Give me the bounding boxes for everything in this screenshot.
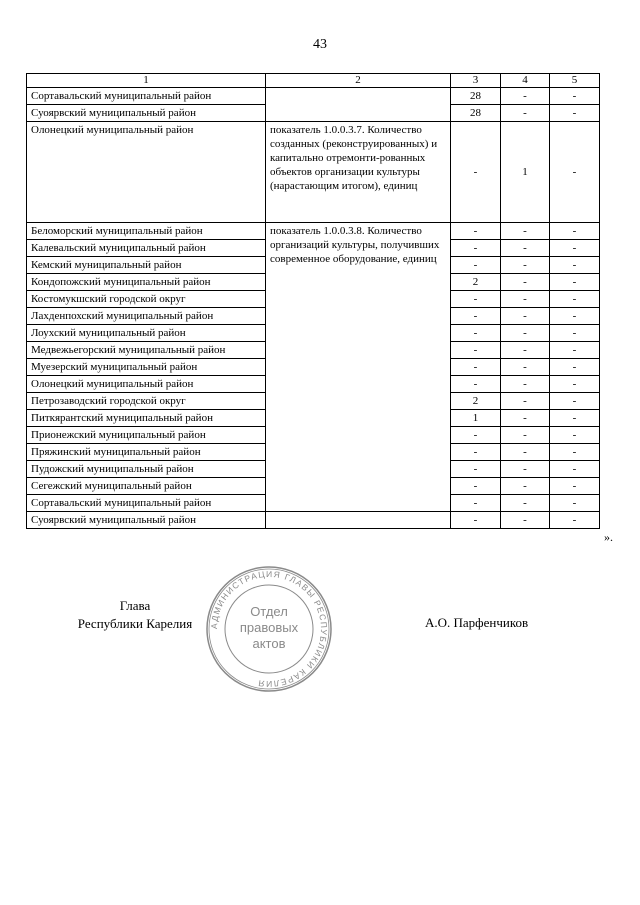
value-col-5: - (550, 257, 600, 274)
value-col-4: - (501, 461, 550, 478)
district-name: Костомукшский городской округ (27, 291, 266, 308)
value-col-5: - (550, 376, 600, 393)
district-name: Пряжинский муниципальный район (27, 444, 266, 461)
value-col-4: - (501, 105, 550, 122)
svg-text:Отдел: Отдел (250, 604, 288, 619)
value-col-3: 28 (451, 88, 501, 105)
table-header-row (27, 74, 600, 88)
district-name: Калевальский муниципальный район (27, 240, 266, 257)
value-col-3: - (451, 495, 501, 512)
header-col-5: 5 (550, 74, 600, 88)
value-col-3: 28 (451, 105, 501, 122)
data-table (26, 73, 600, 529)
svg-text:АДМИНИСТРАЦИЯ ГЛАВЫ РЕСПУБЛИКИ: АДМИНИСТРАЦИЯ ГЛАВЫ РЕСПУБЛИКИ КАРЕЛИЯ (208, 568, 330, 690)
value-col-5: - (550, 308, 600, 325)
value-col-5: - (550, 223, 600, 240)
district-name: Прионежский муниципальный район (27, 427, 266, 444)
official-stamp (204, 564, 334, 694)
value-col-5: - (550, 291, 600, 308)
value-col-4: - (501, 427, 550, 444)
district-name: Лахденпохский муниципальный район (27, 308, 266, 325)
value-col-4: - (501, 410, 550, 427)
header-col-1: 1 (27, 74, 266, 88)
header-col-4: 4 (501, 74, 550, 88)
value-col-3: - (451, 308, 501, 325)
indicator-cell-empty (266, 512, 451, 529)
value-col-4: - (501, 308, 550, 325)
value-col-5: - (550, 427, 600, 444)
value-col-5: - (550, 274, 600, 291)
value-col-3: 2 (451, 274, 501, 291)
signature-title (60, 597, 210, 633)
value-col-4: 1 (501, 122, 550, 223)
value-col-4: - (501, 393, 550, 410)
value-col-3: - (451, 359, 501, 376)
value-col-3: 1 (451, 410, 501, 427)
value-col-5: - (550, 88, 600, 105)
value-col-4: - (501, 478, 550, 495)
value-col-3: - (451, 291, 501, 308)
signer-name: А.О. Парфенчиков (425, 615, 529, 630)
district-name: Суоярвский муниципальный район (27, 105, 266, 122)
closing-quote: ». (604, 530, 613, 544)
district-name: Сортавальский муниципальный район (27, 88, 266, 105)
value-col-5: - (550, 105, 600, 122)
value-col-5: - (550, 461, 600, 478)
district-name: Лоухский муниципальный район (27, 325, 266, 342)
value-col-4: - (501, 359, 550, 376)
value-col-5: - (550, 512, 600, 529)
indicator-text: показатель 1.0.0.3.7. Количество созданных (реконструированных) и капитально отремонти-рованных объектов организации культуры (нарастающим итогом), единиц (266, 122, 451, 223)
value-col-4: - (501, 444, 550, 461)
value-col-5: - (550, 342, 600, 359)
svg-text:правовых: правовых (239, 620, 299, 635)
svg-text:актов: актов (252, 636, 286, 651)
value-col-5: - (550, 410, 600, 427)
value-col-5: - (550, 325, 600, 342)
page-number: 43 (313, 37, 327, 52)
district-name: Кемский муниципальный район (27, 257, 266, 274)
value-col-4: - (501, 223, 550, 240)
value-col-3: - (451, 444, 501, 461)
value-col-3: 2 (451, 393, 501, 410)
signature-title-line1: Глава (119, 598, 151, 613)
table-row (27, 122, 600, 223)
value-col-5: - (550, 444, 600, 461)
district-name: Беломорский муниципальный район (27, 223, 266, 240)
value-col-3: - (451, 342, 501, 359)
district-name: Медвежьегорский муниципальный район (27, 342, 266, 359)
indicator-text: показатель 1.0.0.3.8. Количество организаций культуры, получивших современное оборудование, единиц (266, 223, 451, 512)
district-name: Олонецкий муниципальный район (27, 376, 266, 393)
table-row (27, 88, 600, 105)
value-col-3: - (451, 240, 501, 257)
value-col-5: - (550, 393, 600, 410)
district-name: Кондопожский муниципальный район (27, 274, 266, 291)
header-col-2: 2 (266, 74, 451, 88)
value-col-4: - (501, 257, 550, 274)
value-col-4: - (501, 376, 550, 393)
value-col-4: - (501, 291, 550, 308)
table-row (27, 223, 600, 240)
value-col-5: - (550, 240, 600, 257)
value-col-5: - (550, 122, 600, 223)
value-col-3: - (451, 376, 501, 393)
value-col-4: - (501, 240, 550, 257)
value-col-4: - (501, 495, 550, 512)
value-col-4: - (501, 512, 550, 529)
value-col-5: - (550, 495, 600, 512)
signature-title-line2: Республики Карелия (77, 616, 193, 631)
stamp-graphic (204, 564, 334, 694)
value-col-3: - (451, 223, 501, 240)
district-name: Пудожский муниципальный район (27, 461, 266, 478)
value-col-3: - (451, 427, 501, 444)
district-name: Петрозаводский городской округ (27, 393, 266, 410)
value-col-3: - (451, 512, 501, 529)
district-name: Сегежский муниципальный район (27, 478, 266, 495)
district-name: Сортавальский муниципальный район (27, 495, 266, 512)
value-col-3: - (451, 325, 501, 342)
value-col-3: - (451, 257, 501, 274)
table-row (27, 512, 600, 529)
value-col-4: - (501, 342, 550, 359)
value-col-5: - (550, 359, 600, 376)
district-name: Олонецкий муниципальный район (27, 122, 266, 223)
value-col-4: - (501, 325, 550, 342)
value-col-3: - (451, 122, 501, 223)
district-name: Суоярвский муниципальный район (27, 512, 266, 529)
value-col-5: - (550, 478, 600, 495)
header-col-3: 3 (451, 74, 501, 88)
value-col-4: - (501, 274, 550, 291)
value-col-4: - (501, 88, 550, 105)
value-col-3: - (451, 461, 501, 478)
indicator-cell-empty (266, 88, 451, 122)
district-name: Муезерский муниципальный район (27, 359, 266, 376)
value-col-3: - (451, 478, 501, 495)
district-name: Питкярантский муниципальный район (27, 410, 266, 427)
